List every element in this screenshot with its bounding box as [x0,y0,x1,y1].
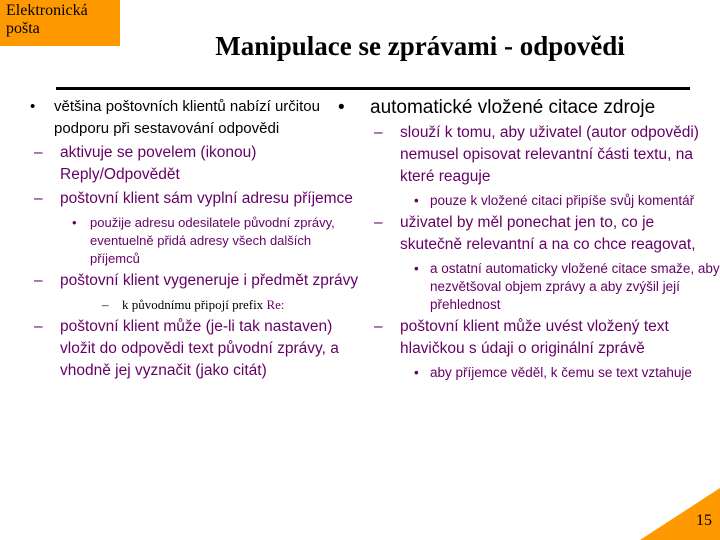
dash-marker: – [374,124,383,141]
dash-marker: – [34,272,43,289]
sub-text: slouží k tomu, aby uživatel (autor odpovědi) nemusel opisovat relevantní části textu, na které reaguje [400,124,699,185]
sub-sub-item [24,296,360,314]
sub-sub-item [334,260,720,314]
prefix-code: Re: [266,297,285,312]
sub-text: poštovní klient může uvést vložený text hlavičkou s údaji o originální zprávě [400,318,669,357]
sub-item [334,212,720,256]
bullet-marker: • [414,365,419,380]
sub-sub-item [24,214,360,268]
sub-text: poštovní klient sám vyplní adresu příjemce [60,190,353,207]
page-number: 15 [696,512,712,529]
title-underline [56,87,690,90]
dash-marker: – [374,214,383,231]
sub-item [24,316,360,382]
sub-sub-text: k původnímu připojí prefix [122,297,267,312]
sub-item [24,270,360,292]
bullet-marker: • [338,97,345,118]
bullet-text: automatické vložené citace zdroje [370,97,656,118]
sub-item [334,316,720,360]
bullet-text: většina poštovních klientů nabízí určitou podporu při sestavování odpovědi [54,98,320,137]
bullet-item [334,96,720,120]
bullet-marker: • [414,193,419,208]
sub-sub-item [334,192,720,210]
bullet-marker: • [72,215,77,230]
sub-sub-text: použije adresu odesilatele původní zprávy, eventuelně přidá adresy všech dalších příjemců [90,215,335,266]
sub-text: poštovní klient může (je-li tak nastaven) vložit do odpovědi text původní zprávy, a vhodně jej vyznačit (jako citát) [60,318,339,379]
sub-sub-text: aby příjemce věděl, k čemu se text vztahuje [430,365,692,380]
sub-text: aktivuje se povelem (ikonou) Reply/Odpovědět [60,144,257,183]
dash-marker: – [34,318,43,335]
sub-text: uživatel by měl ponechat jen to, co je skutečně relevantní a na co chce reagovat, [400,214,696,253]
slide-title: Manipulace se zprávami - odpovědi [215,31,625,61]
sub-text: poštovní klient vygeneruje i předmět zprávy [60,272,359,289]
sub-item [334,122,720,188]
sub-item [24,188,360,210]
right-column [334,96,720,382]
dash-marker: – [374,318,383,335]
section-tag: Elektronická pošta [0,0,120,46]
sub-item [24,142,360,186]
sub-sub-item [334,364,720,382]
bullet-item [24,96,360,140]
sub-sub-text: pouze k vložené citaci připíše svůj komentář [430,193,695,208]
dash-marker: – [34,190,43,207]
dash-marker: – [34,144,43,161]
bullet-marker: • [30,98,36,115]
bullet-marker: • [414,261,419,276]
dash-marker: – [102,297,109,312]
sub-sub-text: a ostatní automaticky vložené citace smaže, aby nezvětšoval objem zprávy a aby zvýšil její přehlednost [430,261,720,312]
left-column [24,96,360,382]
